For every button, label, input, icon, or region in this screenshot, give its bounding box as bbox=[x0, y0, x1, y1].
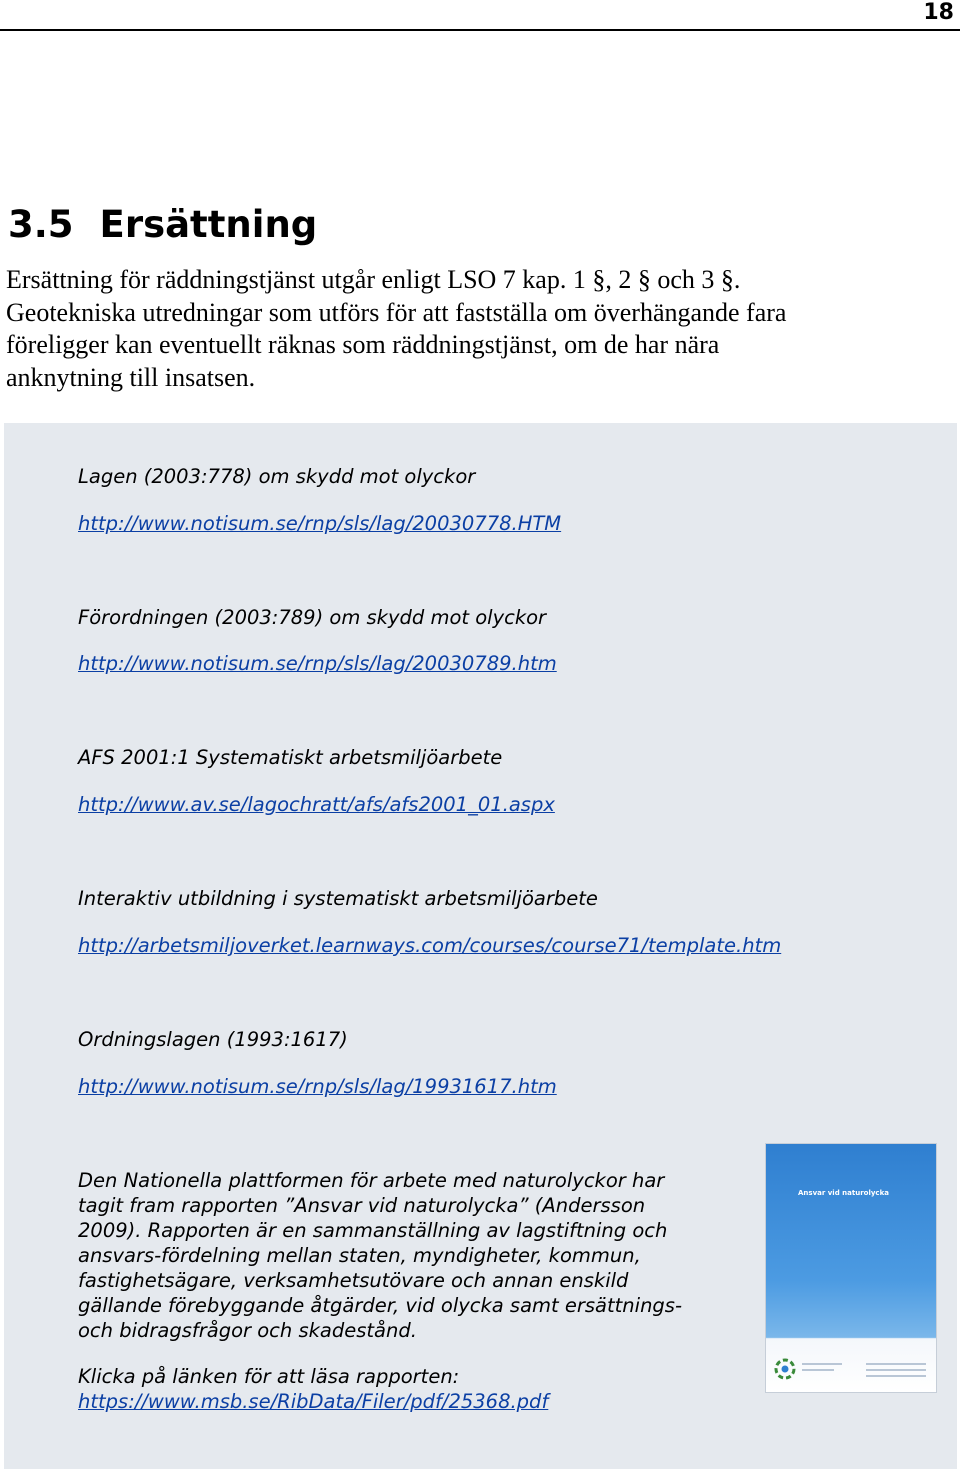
report-line: tagit fram rapporten ”Ansvar vid naturolycka” (Andersson bbox=[78, 1194, 646, 1217]
section-number: 3.5 bbox=[8, 203, 74, 246]
reference-title: Ordningslagen (1993:1617) bbox=[78, 1028, 348, 1051]
report-line: ansvars-fördelning mellan staten, myndigheter, kommun, bbox=[78, 1244, 641, 1267]
reference-title: Interaktiv utbildning i systematiskt arbetsmiljöarbete bbox=[78, 887, 598, 910]
reference-box bbox=[4, 423, 957, 1469]
report-link[interactable]: https://www.msb.se/RibData/Filer/pdf/25368.pdf bbox=[78, 1390, 549, 1413]
cover-text-line bbox=[866, 1375, 926, 1377]
cover-text-line bbox=[802, 1369, 834, 1371]
section-heading bbox=[8, 203, 317, 246]
report-line: och bidragsfrågor och skadestånd. bbox=[78, 1319, 417, 1342]
report-line: gällande förebyggande åtgärder, vid olycka samt ersättnings- bbox=[78, 1294, 683, 1317]
reference-link[interactable]: http://www.av.se/lagochratt/afs/afs2001_01.aspx bbox=[78, 793, 555, 816]
reference-link[interactable]: http://arbetsmiljoverket.learnways.com/courses/course71/template.htm bbox=[78, 934, 782, 957]
report-line: Den Nationella plattformen för arbete med naturolyckor har bbox=[78, 1169, 665, 1192]
national-platform-logo-icon bbox=[774, 1358, 796, 1380]
report-cover-image bbox=[766, 1144, 936, 1392]
reference-link[interactable]: http://www.notisum.se/rnp/sls/lag/20030778.HTM bbox=[78, 512, 562, 535]
cover-text-line bbox=[802, 1363, 842, 1365]
intro-line: Ersättning för räddningstjänst utgår enligt LSO 7 kap. 1 §, 2 § och 3 §. bbox=[6, 265, 741, 294]
report-cover-title: Ansvar vid naturolycka bbox=[798, 1189, 889, 1197]
reference-title: Förordningen (2003:789) om skydd mot olyckor bbox=[78, 606, 547, 629]
reference-link[interactable]: http://www.notisum.se/rnp/sls/lag/20030789.htm bbox=[78, 652, 557, 675]
report-line: fastighetsägare, verksamhetsutövare och annan enskild bbox=[78, 1269, 629, 1292]
intro-line: anknytning till insatsen. bbox=[6, 362, 256, 392]
reference-title: AFS 2001:1 Systematiskt arbetsmiljöarbete bbox=[78, 746, 503, 769]
reference-link[interactable]: http://www.notisum.se/rnp/sls/lag/19931617.htm bbox=[78, 1075, 557, 1098]
reference-title: Lagen (2003:778) om skydd mot olyckor bbox=[78, 465, 476, 488]
intro-line: föreligger kan eventuellt räknas som räddningstjänst, om de har nära bbox=[6, 330, 720, 359]
page-number: 18 bbox=[923, 0, 954, 25]
report-description bbox=[78, 1168, 682, 1343]
cover-text-line bbox=[866, 1369, 926, 1371]
intro-line: Geotekniska utredningar som utförs för att fastställa om överhängande fara bbox=[6, 297, 787, 327]
intro-paragraph bbox=[6, 264, 956, 394]
report-line: 2009). Rapporten är en sammanställning av lagstiftning och bbox=[78, 1219, 668, 1242]
header-rule bbox=[0, 29, 960, 31]
cover-text-line bbox=[866, 1363, 926, 1365]
report-link-prompt: Klicka på länken för att läsa rapporten: bbox=[78, 1365, 460, 1388]
section-title: Ersättning bbox=[99, 203, 318, 246]
